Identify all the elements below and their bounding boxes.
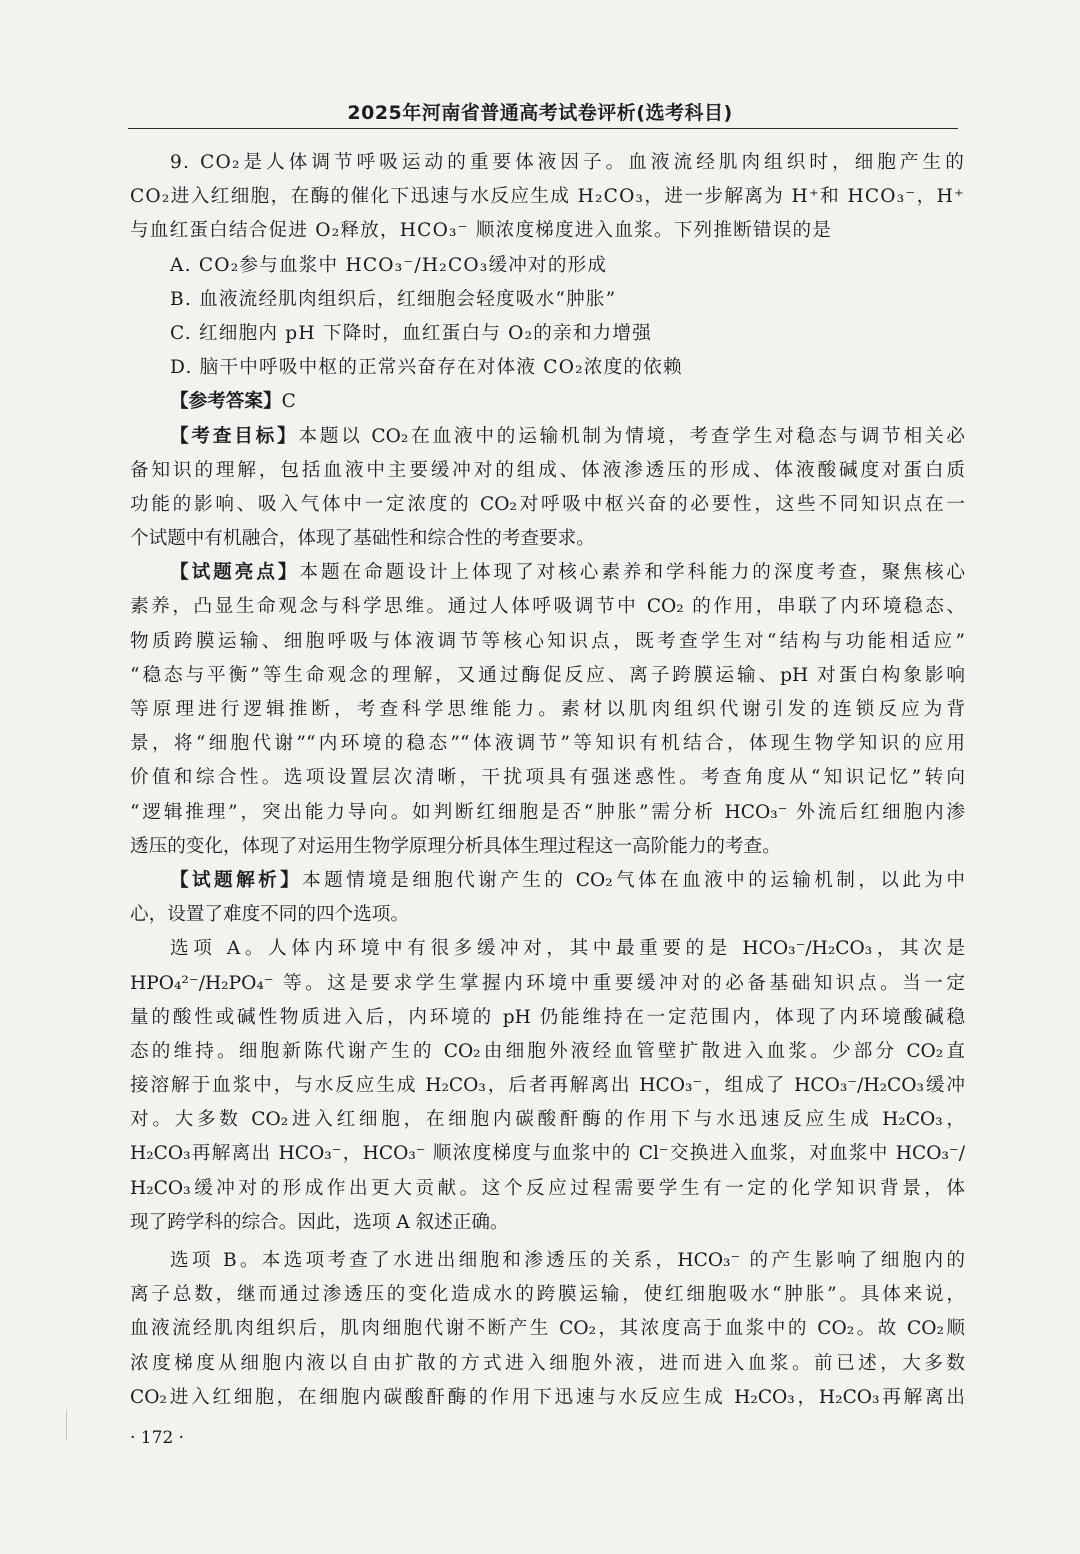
paragraph-line: 素养，凸显生命观念与科学思维。通过人体呼吸调节中 CO₂ 的作用，串联了内环境稳态、 [130, 596, 965, 618]
highlight-label: 【试题亮点】 [170, 562, 300, 584]
page-body [130, 146, 965, 1415]
paragraph-line: H₂CO₃缓冲对的形成作出更大贡献。这个反应过程需要学生有一定的化学知识背景，体 [130, 1177, 965, 1199]
paragraph-line: 量的酸性或碱性物质进入后，内环境的 pH 仍能维持在一定范围内，体现了内环境酸碱稳 [130, 1006, 965, 1028]
section-highlight [130, 556, 965, 864]
paragraph-line: 现了跨学科的综合。因此，选项 A 叙述正确。 [130, 1211, 509, 1233]
analysis-label: 【试题解析】 [170, 869, 303, 891]
paragraph-line: 等原理进行逻辑推断，考查科学思维能力。素材以肌肉组织代谢引发的连锁反应为背 [130, 699, 965, 720]
paragraph-line: 备知识的理解，包括血液中主要缓冲对的组成、体液渗透压的形成、体液酸碱度对蛋白质 [130, 459, 965, 481]
paragraph-line: 物质跨膜运输、细胞呼吸与体液调节等核心知识点，既考查学生对“结构与功能相适应” [130, 630, 965, 652]
paragraph-line: 浓度梯度从细胞内液以自由扩散的方式进入细胞外液，进而进入血浆。前已述，大多数 [130, 1352, 965, 1374]
option-c: C. 红细胞内 pH 下降时，血红蛋白与 O₂的亲和力增强 [170, 322, 653, 344]
option-b: B. 血液流经肌肉组织后，红细胞会轻度吸水“肿胀” [170, 288, 617, 310]
question-line: 9. CO₂是人体调节呼吸运动的重要体液因子。血液流经肌肉组织时，细胞产生的 [170, 152, 965, 173]
running-header: 2025年河南省普通高考试卷评析(选考科目) [347, 102, 733, 124]
section-option-a [130, 932, 965, 1240]
paragraph-line: 离子总数，继而通过渗透压的变化造成水的跨膜运输，使红细胞吸水“肿胀”。具体来说， [130, 1284, 965, 1306]
page-number: · 172 · [130, 1428, 185, 1448]
question-line: CO₂进入红细胞，在酶的催化下迅速与水反应生成 H₂CO₃，进一步解离为 H⁺和 HCO₃⁻，H⁺ [130, 186, 965, 208]
paragraph-line: 功能的影响、吸入气体中一定浓度的 CO₂对呼吸中枢兴奋的必要性，这些不同知识点在一 [130, 493, 965, 515]
question-options [130, 249, 965, 386]
header-rule [128, 128, 958, 129]
objective-label: 【考查目标】 [170, 425, 299, 447]
question-line: 与血红蛋白结合促进 O₂释放，HCO₃⁻ 顺浓度梯度进入血浆。下列推断错误的是 [130, 220, 833, 242]
option-d: D. 脑干中呼吸中枢的正常兴奋存在对体液 CO₂浓度的依赖 [170, 357, 683, 379]
reference-answer [130, 385, 965, 419]
paragraph-line: 血液流经肌肉组织后，肌肉细胞代谢不断产生 CO₂，其浓度高于血浆中的 CO₂。故 CO₂顺 [130, 1318, 965, 1340]
paragraph-line: 对。大多数 CO₂进入红细胞，在细胞内碳酸酐酶的作用下与水迅速反应生成 H₂CO₃， [130, 1109, 965, 1131]
paragraph-line: 接溶解于血浆中，与水反应生成 H₂CO₃，后者再解离出 HCO₃⁻，组成了 HCO₃⁻/H₂CO₃缓冲 [130, 1075, 965, 1097]
paragraph-line: 【试题解析】本题情境是细胞代谢产生的 CO₂气体在血液中的运输机制，以此为中 [170, 869, 965, 891]
paragraph-line: 选项 B。本选项考查了水进出细胞和渗透压的关系，HCO₃⁻ 的产生影响了细胞内的 [170, 1250, 965, 1271]
answer-value: C [281, 391, 296, 413]
section-objective [130, 420, 965, 557]
question-stem [130, 146, 965, 249]
section-analysis [130, 864, 965, 932]
paragraph-line: 个试题中有机融合，体现了基础性和综合性的考查要求。 [130, 528, 595, 550]
answer-label: 【参考答案】 [170, 391, 282, 413]
paragraph-line: 态的维持。细胞新陈代谢产生的 CO₂由细胞外液经血管壁扩散进入血浆。少部分 CO₂直 [130, 1040, 965, 1062]
paragraph-line: CO₂进入红细胞，在细胞内碳酸酐酶的作用下迅速与水反应生成 H₂CO₃，H₂CO₃再解离出 [130, 1386, 965, 1408]
paragraph-line: “逻辑推理”，突出能力导向。如判断红细胞是否“肿胀”需分析 HCO₃⁻ 外流后红细胞内渗 [130, 801, 965, 823]
paragraph-line: 【考查目标】本题以 CO₂在血液中的运输机制为情境，考查学生对稳态与调节相关必 [170, 425, 965, 447]
paragraph-line: 心，设置了难度不同的四个选项。 [130, 904, 409, 926]
paragraph-line: 价值和综合性。选项设置层次清晰，干扰项具有强迷惑性。考查角度从“知识记忆”转向 [130, 767, 965, 789]
scan-artifact [66, 1410, 67, 1440]
paragraph-line: HPO₄²⁻/H₂PO₄⁻ 等。这是要求学生掌握内环境中重要缓冲对的必备基础知识点。当一定 [130, 972, 965, 994]
section-option-b [130, 1244, 965, 1415]
paragraph-line: 选项 A。人体内环境中有很多缓冲对，其中最重要的是 HCO₃⁻/H₂CO₃，其次是 [170, 938, 965, 960]
paragraph-line: 透压的变化，体现了对运用生物学原理分析具体生理过程这一高阶能力的考查。 [130, 835, 781, 857]
option-a: A. CO₂参与血浆中 HCO₃⁻/H₂CO₃缓冲对的形成 [170, 254, 608, 276]
paragraph-line: 【试题亮点】本题在命题设计上体现了对核心素养和学科能力的深度考查，聚焦核心 [170, 562, 965, 584]
paragraph-line: “稳态与平衡”等生命观念的理解，又通过酶促反应、离子跨膜运输、pH 对蛋白构象影响 [130, 664, 965, 686]
paragraph-line: H₂CO₃再解离出 HCO₃⁻，HCO₃⁻ 顺浓度梯度与血浆中的 Cl⁻交换进入血浆，对血浆中 HCO₃⁻/ [130, 1143, 965, 1165]
paragraph-line: 景，将“细胞代谢”“内环境的稳态”“体液调节”等知识有机结合，体现生物学知识的应用 [130, 733, 965, 755]
